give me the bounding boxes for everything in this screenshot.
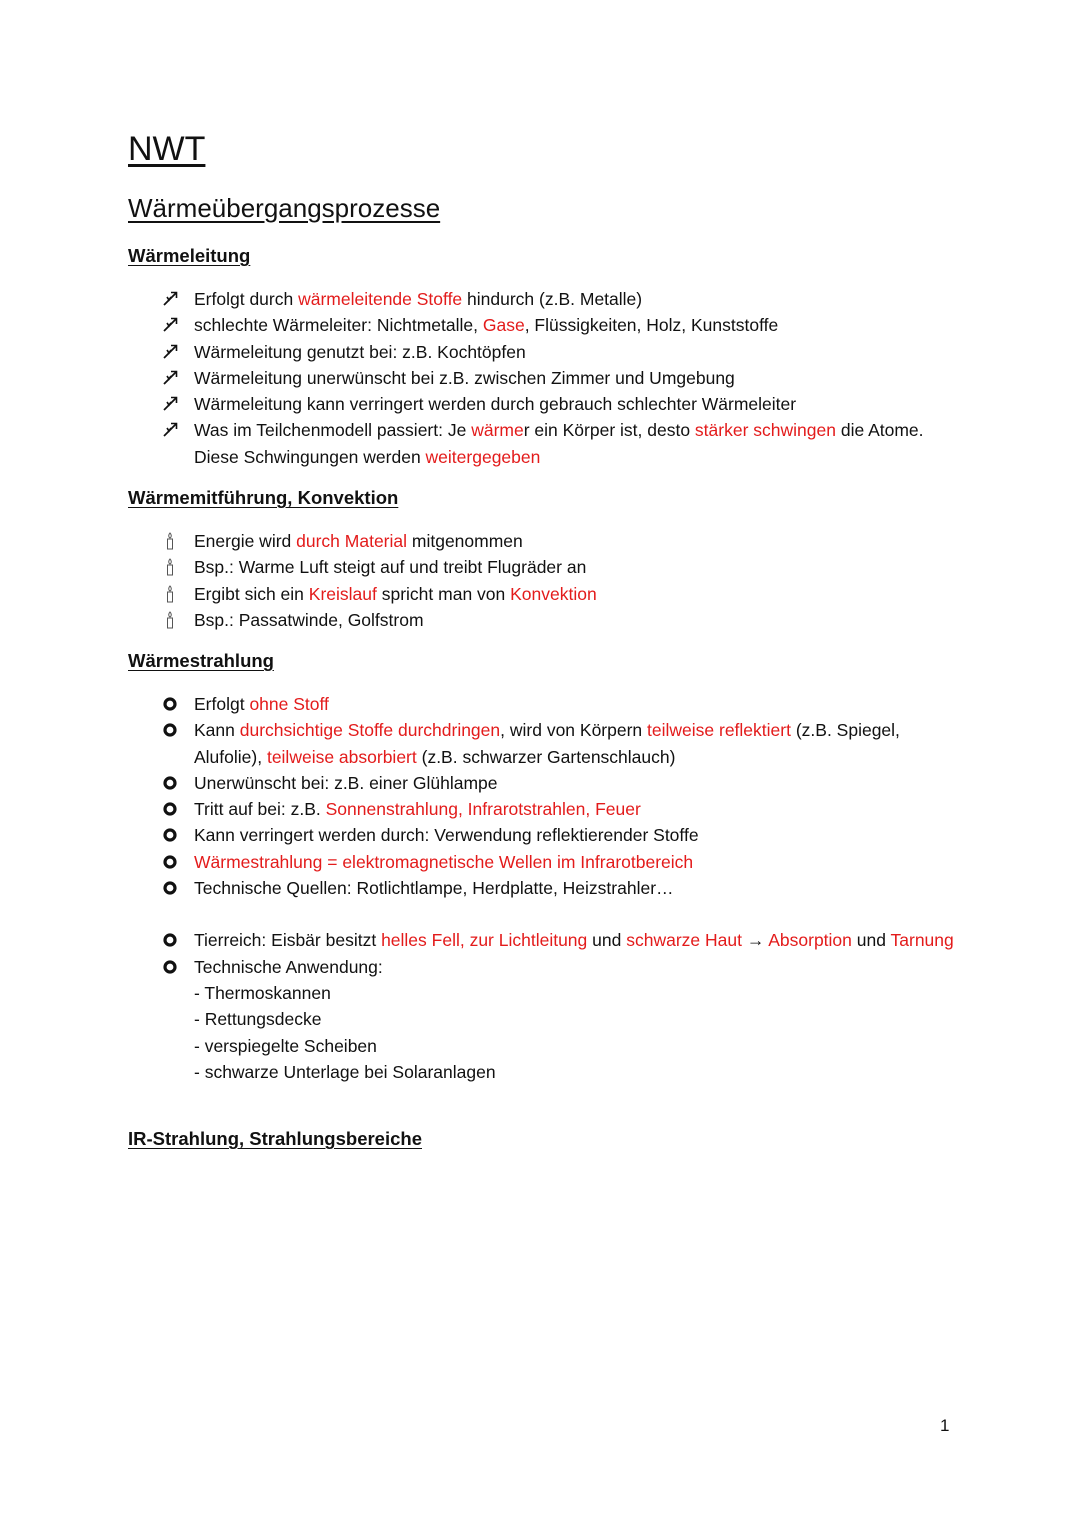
ring-bullet-icon	[160, 691, 180, 717]
list-convection	[160, 528, 960, 633]
list-item: Technische Quellen: Rotlichtlampe, Herdplatte, Heizstrahler…	[160, 875, 960, 901]
lightning-arrow-icon	[160, 391, 180, 417]
sub-item: - schwarze Unterlage bei Solaranlagen	[194, 1061, 496, 1082]
list-item: Wärmestrahlung = elektromagnetische Wellen im Infrarotbereich	[160, 849, 960, 875]
page-title: NWT	[128, 130, 206, 168]
lightning-arrow-icon	[160, 365, 180, 391]
list-item: Wärmeleitung unerwünscht bei z.B. zwischen Zimmer und Umgebung	[160, 365, 960, 391]
ring-bullet-icon	[160, 770, 180, 796]
list-item: schlechte Wärmeleiter: Nichtmetalle, Gase, Flüssigkeiten, Holz, Kunststoffe	[160, 312, 960, 338]
list-item: Erfolgt durch wärmeleitende Stoffe hindurch (z.B. Metalle)	[160, 286, 960, 312]
list-item: Wärmeleitung genutzt bei: z.B. Kochtöpfen	[160, 339, 960, 365]
list-radiation	[160, 691, 960, 1085]
list-item: Erfolgt ohne Stoff	[160, 691, 960, 717]
list-item: Energie wird durch Material mitgenommen	[160, 528, 960, 554]
lightning-arrow-icon	[160, 312, 180, 338]
sub-item: - verspiegelte Scheiben	[194, 1035, 377, 1056]
page-number: 1	[940, 1416, 950, 1435]
heading-conduction: Wärmeleitung	[128, 245, 251, 266]
sub-item: - Thermoskannen	[194, 982, 331, 1003]
lightning-arrow-icon	[160, 339, 180, 365]
sub-item: - Rettungsdecke	[194, 1009, 322, 1030]
list-item: Bsp.: Warme Luft steigt auf und treibt Flugräder an	[160, 554, 960, 580]
list-item: Unerwünscht bei: z.B. einer Glühlampe	[160, 770, 960, 796]
lightning-arrow-icon	[160, 417, 180, 443]
ring-bullet-icon	[160, 954, 180, 980]
list-item: Tritt auf bei: z.B. Sonnenstrahlung, Infrarotstrahlen, Feuer	[160, 796, 960, 822]
heading-convection: Wärmemitführung, Konvektion	[128, 487, 399, 508]
candle-icon	[160, 607, 180, 633]
page-subtitle: Wärmeübergangsprozesse	[128, 193, 441, 223]
lightning-arrow-icon	[160, 286, 180, 312]
list-item: Technische Anwendung: - Thermoskannen - Rettungsdecke - verspiegelte Scheiben - schwarze Unterlage bei Solaranlagen	[160, 954, 960, 1085]
ring-bullet-icon	[160, 875, 180, 901]
ring-bullet-icon	[160, 849, 180, 875]
ring-bullet-icon	[160, 927, 180, 953]
ring-bullet-icon	[160, 717, 180, 743]
list-item: Wärmeleitung kann verringert werden durch gebrauch schlechter Wärmeleiter	[160, 391, 960, 417]
list-item: Tierreich: Eisbär besitzt helles Fell, zur Lichtleitung und schwarze Haut → Absorption und Tarnung	[160, 927, 960, 953]
list-item: Bsp.: Passatwinde, Golfstrom	[160, 607, 960, 633]
candle-icon	[160, 581, 180, 607]
candle-icon	[160, 554, 180, 580]
list-item: Kann verringert werden durch: Verwendung reflektierender Stoffe	[160, 822, 960, 848]
candle-icon	[160, 528, 180, 554]
list-conduction	[160, 286, 960, 470]
heading-radiation: Wärmestrahlung	[128, 650, 274, 671]
heading-ir-radiation: IR-Strahlung, Strahlungsbereiche	[128, 1128, 422, 1149]
ring-bullet-icon	[160, 796, 180, 822]
list-item: Ergibt sich ein Kreislauf spricht man von Konvektion	[160, 581, 960, 607]
ring-bullet-icon	[160, 822, 180, 848]
list-item: Kann durchsichtige Stoffe durchdringen, wird von Körpern teilweise reflektiert (z.B. Spiegel, Alufolie), teilweise absorbiert (z.B. schwarzer Gartenschlauch)	[160, 717, 960, 770]
list-item: Was im Teilchenmodell passiert: Je wärmer ein Körper ist, desto stärker schwingen die Atome. Diese Schwingungen werden weitergegeben	[160, 417, 960, 470]
